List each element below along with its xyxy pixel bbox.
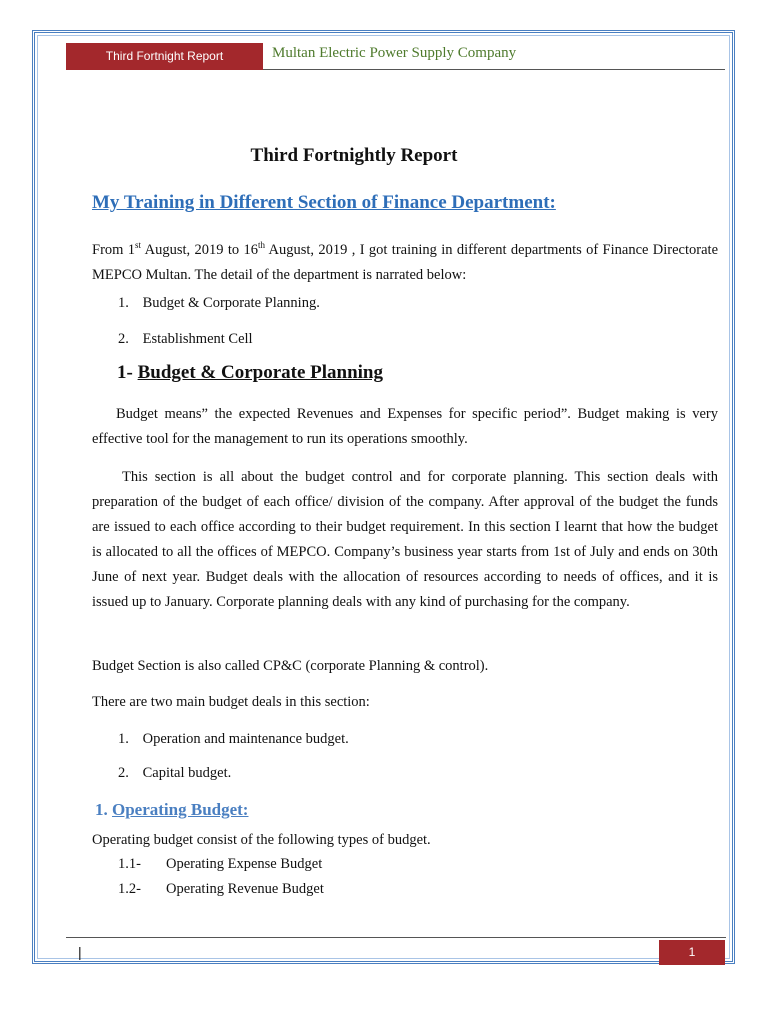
list-item: 1. Budget & Corporate Planning.	[118, 295, 320, 311]
footer-rule	[66, 937, 726, 938]
details-paragraph: This section is all about the budget control and for corporate planning. This section deals with preparation of the budget of each office/ division of the company. After approval of the budget the funds are issued to each office according to their budget requirement. In this section I learnt that how the budget is allocated to all the offices of MEPCO. Company’s business year starts from 1st of July and ends on 30th June of next year. Budget deals with the allocation of resources according to needs of offices, and it is issued up to January. Corporate planning deals with any kind of purchasing for the company.	[92, 469, 718, 610]
operating-desc: Operating budget consist of the following types of budget.	[92, 832, 431, 848]
section-subtitle: My Training in Different Section of Finance Department:	[92, 192, 556, 213]
list-item: 2. Capital budget.	[118, 765, 232, 781]
intro-paragraph: From 1st August, 2019 to 16th August, 2019 , I got training in different departments of Finance Directorate MEPCO Multan. The detail of the department is narrated below:	[92, 240, 719, 283]
header-report-tag: Third Fortnight Report	[66, 43, 263, 70]
definition-paragraph: Budget means” the expected Revenues and Expenses for specific period”. Budget making is very effective tool for the management to run its operations smoothly.	[92, 406, 718, 447]
cpc-paragraph: Budget Section is also called CP&C (corporate Planning & control).	[92, 658, 489, 674]
list-item: 1.1- Operating Expense Budget	[118, 856, 323, 872]
operating-budget-heading: 1. Operating Budget:	[95, 800, 249, 819]
header-company-name: Multan Electric Power Supply Company	[272, 45, 517, 61]
page-title: Third Fortnightly Report	[250, 145, 458, 166]
list-item: 1.2- Operating Revenue Budget	[118, 881, 324, 897]
section-heading-budget: 1- Budget & Corporate Planning	[117, 362, 384, 383]
page-number: 1	[659, 940, 725, 965]
footer-mark: |	[78, 944, 82, 960]
header-rule	[263, 69, 725, 70]
list-item: 2. Establishment Cell	[118, 331, 253, 347]
two-main-paragraph: There are two main budget deals in this section:	[92, 694, 370, 710]
list-item: 1. Operation and maintenance budget.	[118, 731, 349, 747]
